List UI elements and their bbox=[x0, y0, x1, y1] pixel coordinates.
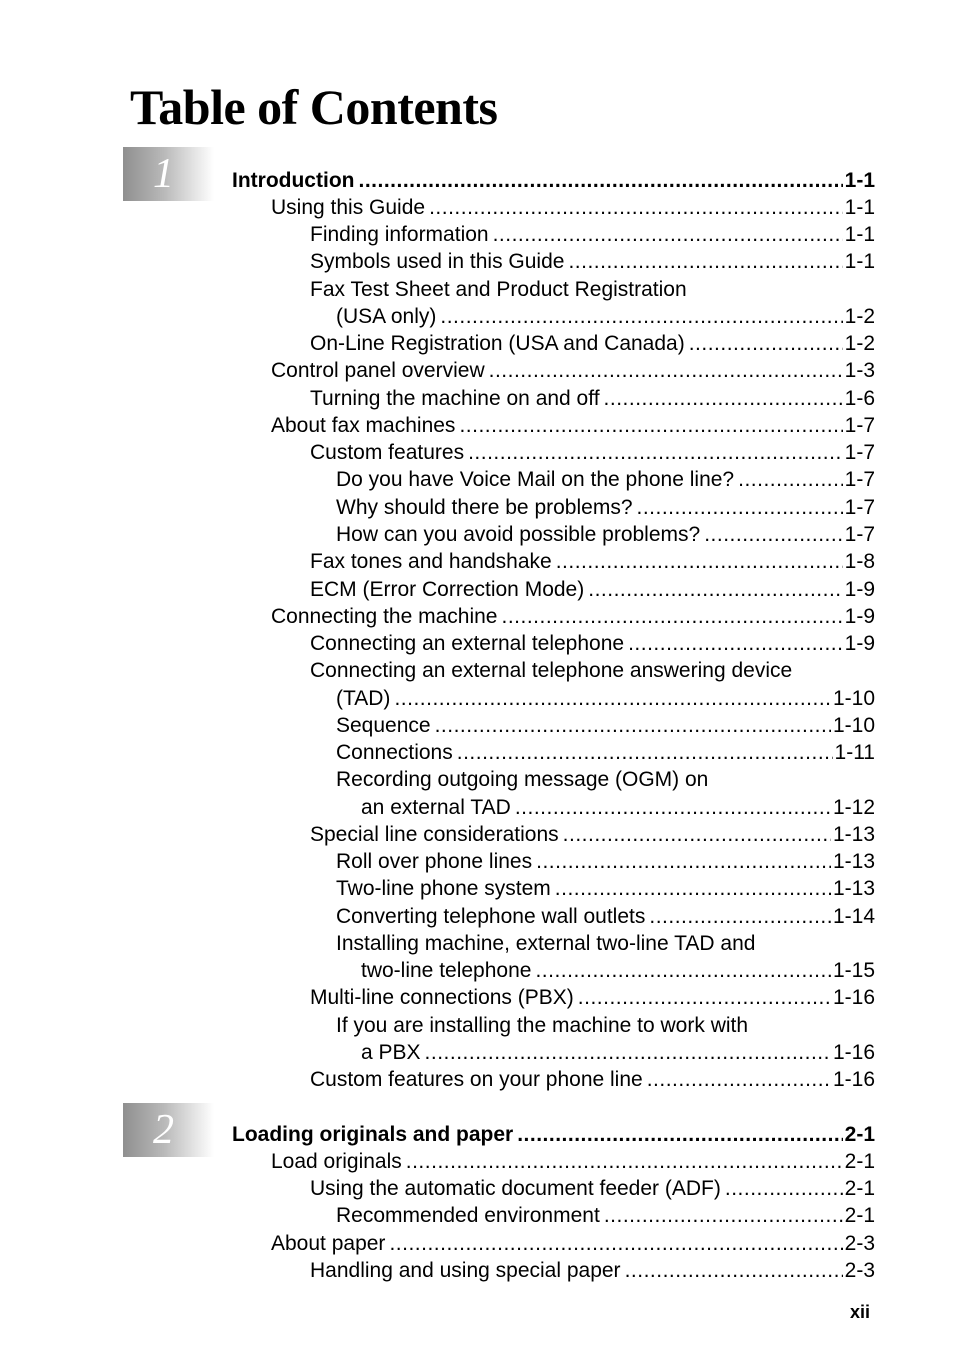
toc-entry-page: 1-16 bbox=[832, 1068, 875, 1091]
toc-entry-label: Introduction bbox=[232, 169, 355, 192]
toc-entry-page: 1-3 bbox=[844, 359, 875, 382]
toc-entry bbox=[271, 603, 875, 630]
dot-leader bbox=[517, 1121, 842, 1148]
toc-entry-page: 1-13 bbox=[832, 877, 875, 900]
dot-leader bbox=[604, 385, 843, 412]
toc-entry-page: 1-13 bbox=[832, 823, 875, 846]
toc-entry bbox=[232, 1121, 875, 1148]
dot-leader bbox=[457, 739, 833, 766]
toc-entry bbox=[336, 303, 875, 330]
dot-leader bbox=[536, 848, 831, 875]
toc-entry bbox=[310, 657, 792, 684]
dot-leader bbox=[429, 194, 843, 221]
toc-entry-label: Why should there be problems? bbox=[336, 496, 633, 519]
toc-entry bbox=[336, 466, 875, 493]
toc-entry bbox=[361, 794, 875, 821]
toc-entry-label: Two-line phone system bbox=[336, 877, 551, 900]
toc-entry-page: 2-3 bbox=[844, 1232, 875, 1255]
toc-entry bbox=[336, 494, 875, 521]
toc-entry bbox=[310, 276, 687, 303]
toc-entry bbox=[310, 221, 875, 248]
toc-entry bbox=[271, 412, 875, 439]
toc-entry-label: Finding information bbox=[310, 223, 489, 246]
toc-entry-label: Load originals bbox=[271, 1150, 402, 1173]
dot-leader bbox=[738, 466, 843, 493]
toc-entry-label: Custom features on your phone line bbox=[310, 1068, 643, 1091]
toc-entry-page: 2-3 bbox=[844, 1259, 875, 1282]
toc-entry-page: 1-15 bbox=[832, 959, 875, 982]
toc-entry-page: 1-6 bbox=[844, 387, 875, 410]
toc-entry bbox=[336, 712, 875, 739]
toc-entry-page: 2-1 bbox=[844, 1150, 875, 1173]
toc-entry bbox=[336, 685, 875, 712]
toc-entry-page: 1-7 bbox=[844, 414, 875, 437]
dot-leader bbox=[628, 630, 843, 657]
toc-entry-label: Loading originals and paper bbox=[232, 1123, 514, 1146]
page-title: Table of Contents bbox=[130, 79, 498, 135]
toc-entry bbox=[310, 630, 875, 657]
toc-entry bbox=[336, 930, 755, 957]
dot-leader bbox=[406, 1148, 843, 1175]
toc-entry bbox=[271, 1230, 875, 1257]
toc-entry-label: ECM (Error Correction Mode) bbox=[310, 578, 585, 601]
toc-entry-page: 1-16 bbox=[832, 1041, 875, 1064]
dot-leader bbox=[588, 576, 842, 603]
toc-entry-page: 1-11 bbox=[834, 741, 875, 764]
dot-leader bbox=[725, 1175, 843, 1202]
toc-entry-label: Control panel overview bbox=[271, 359, 485, 382]
toc-entry-page: 1-9 bbox=[844, 578, 875, 601]
toc-entry bbox=[336, 521, 875, 548]
toc-entry-page: 1-1 bbox=[844, 250, 875, 273]
toc-entry-page: 2-1 bbox=[844, 1177, 875, 1200]
toc-entry-label: a PBX bbox=[361, 1041, 421, 1064]
toc-entry bbox=[310, 548, 875, 575]
toc-entry bbox=[361, 957, 875, 984]
dot-leader bbox=[459, 412, 842, 439]
toc-entry-label: (TAD) bbox=[336, 687, 391, 710]
toc-entry-page: 1-7 bbox=[844, 523, 875, 546]
toc-entry bbox=[336, 1012, 748, 1039]
toc-entry bbox=[271, 194, 875, 221]
toc-entry bbox=[336, 739, 875, 766]
dot-leader bbox=[394, 685, 831, 712]
toc-entry bbox=[310, 1175, 875, 1202]
toc-entry bbox=[310, 248, 875, 275]
chapter-number: 1 bbox=[153, 151, 174, 197]
dot-leader bbox=[578, 984, 831, 1011]
dot-leader bbox=[440, 303, 842, 330]
dot-leader bbox=[604, 1202, 843, 1229]
chapter-number: 2 bbox=[153, 1107, 174, 1153]
dot-leader bbox=[568, 248, 842, 275]
toc-entry-page: 1-1 bbox=[844, 169, 875, 192]
toc-entry-page: 1-7 bbox=[844, 468, 875, 491]
toc-entry-label: Fax Test Sheet and Product Registration bbox=[310, 278, 687, 301]
toc-entry bbox=[310, 821, 875, 848]
toc-entry-page: 1-13 bbox=[832, 850, 875, 873]
toc-entry-label: an external TAD bbox=[361, 796, 511, 819]
dot-leader bbox=[489, 357, 843, 384]
dot-leader bbox=[555, 875, 831, 902]
toc-entry-page: 1-14 bbox=[832, 905, 875, 928]
toc-entry-page: 1-9 bbox=[844, 632, 875, 655]
dot-leader bbox=[704, 521, 842, 548]
toc-entry bbox=[361, 1039, 875, 1066]
dot-leader bbox=[649, 903, 831, 930]
toc-entry-label: Multi-line connections (PBX) bbox=[310, 986, 574, 1009]
dot-leader bbox=[435, 712, 831, 739]
dot-leader bbox=[358, 167, 842, 194]
dot-leader bbox=[625, 1257, 843, 1284]
toc-entry-page: 1-7 bbox=[844, 496, 875, 519]
toc-entry-page: 1-9 bbox=[844, 605, 875, 628]
toc-entry-page: 1-7 bbox=[844, 441, 875, 464]
toc-entry-page: 1-12 bbox=[832, 796, 875, 819]
toc-entry-label: Installing machine, external two-line TAD and bbox=[336, 932, 756, 955]
toc-entry-page: 1-10 bbox=[832, 714, 875, 737]
toc-entry bbox=[336, 903, 875, 930]
toc-entry bbox=[310, 385, 875, 412]
toc-entry-label: On-Line Registration (USA and Canada) bbox=[310, 332, 685, 355]
toc-entry-page: 1-1 bbox=[844, 223, 875, 246]
toc-entry-label: Connecting an external telephone answering device bbox=[310, 659, 793, 682]
toc-entry bbox=[310, 576, 875, 603]
toc-entry-label: Recommended environment bbox=[336, 1204, 600, 1227]
dot-leader bbox=[493, 221, 843, 248]
dot-leader bbox=[689, 330, 843, 357]
toc-entry bbox=[271, 1148, 875, 1175]
toc-entry-page: 1-2 bbox=[844, 332, 875, 355]
dot-leader bbox=[515, 794, 831, 821]
dot-leader bbox=[389, 1230, 842, 1257]
toc-entry-label: Symbols used in this Guide bbox=[310, 250, 565, 273]
dot-leader bbox=[425, 1039, 831, 1066]
toc-entry-page: 1-2 bbox=[844, 305, 875, 328]
toc-entry-label: How can you avoid possible problems? bbox=[336, 523, 701, 546]
toc-entry bbox=[336, 875, 875, 902]
toc-entry-page: 1-8 bbox=[844, 550, 875, 573]
dot-leader bbox=[637, 494, 843, 521]
page-number: xii bbox=[849, 1302, 870, 1322]
toc-entry bbox=[336, 766, 708, 793]
toc-entry-label: Fax tones and handshake bbox=[310, 550, 552, 573]
toc-entry bbox=[232, 167, 875, 194]
toc-entry bbox=[310, 1257, 875, 1284]
toc-entry bbox=[336, 1202, 875, 1229]
dot-leader bbox=[535, 957, 831, 984]
toc-entry-label: If you are installing the machine to work with bbox=[336, 1014, 749, 1037]
dot-leader bbox=[563, 821, 831, 848]
toc-entry-label: Handling and using special paper bbox=[310, 1259, 621, 1282]
toc-entry-label: Recording outgoing message (OGM) on bbox=[336, 768, 709, 791]
toc-entry-label: Connecting an external telephone bbox=[310, 632, 625, 655]
toc-entry bbox=[310, 330, 875, 357]
toc-entry-page: 2-1 bbox=[844, 1204, 875, 1227]
toc-entry-label: Do you have Voice Mail on the phone line? bbox=[336, 468, 735, 491]
toc-entry-label: About fax machines bbox=[271, 414, 456, 437]
toc-entry-label: Sequence bbox=[336, 714, 431, 737]
toc-entry-label: Roll over phone lines bbox=[336, 850, 533, 873]
dot-leader bbox=[501, 603, 842, 630]
dot-leader bbox=[468, 439, 843, 466]
toc-entry-label: Using the automatic document feeder (ADF) bbox=[310, 1177, 721, 1200]
toc-entry-page: 1-16 bbox=[832, 986, 875, 1009]
toc-entry bbox=[310, 439, 875, 466]
toc-entry-label: Using this Guide bbox=[271, 196, 426, 219]
toc-entry bbox=[310, 984, 875, 1011]
toc-entry-page: 1-10 bbox=[832, 687, 875, 710]
toc-entry bbox=[336, 848, 875, 875]
toc-entry-label: Connections bbox=[336, 741, 453, 764]
dot-leader bbox=[556, 548, 843, 575]
toc-entry-label: Custom features bbox=[310, 441, 465, 464]
toc-entry bbox=[271, 357, 875, 384]
toc-entry-label: About paper bbox=[271, 1232, 386, 1255]
toc-entry-label: two-line telephone bbox=[361, 959, 532, 982]
dot-leader bbox=[647, 1066, 831, 1093]
toc-entry-label: Special line considerations bbox=[310, 823, 559, 846]
toc-entry-label: Turning the machine on and off bbox=[310, 387, 600, 410]
toc-entry-page: 1-1 bbox=[844, 196, 875, 219]
toc-entry bbox=[310, 1066, 875, 1093]
toc-entry-label: Connecting the machine bbox=[271, 605, 498, 628]
toc-entry-label: Converting telephone wall outlets bbox=[336, 905, 646, 928]
toc-entry-page: 2-1 bbox=[844, 1123, 875, 1146]
toc-entry-label: (USA only) bbox=[336, 305, 437, 328]
